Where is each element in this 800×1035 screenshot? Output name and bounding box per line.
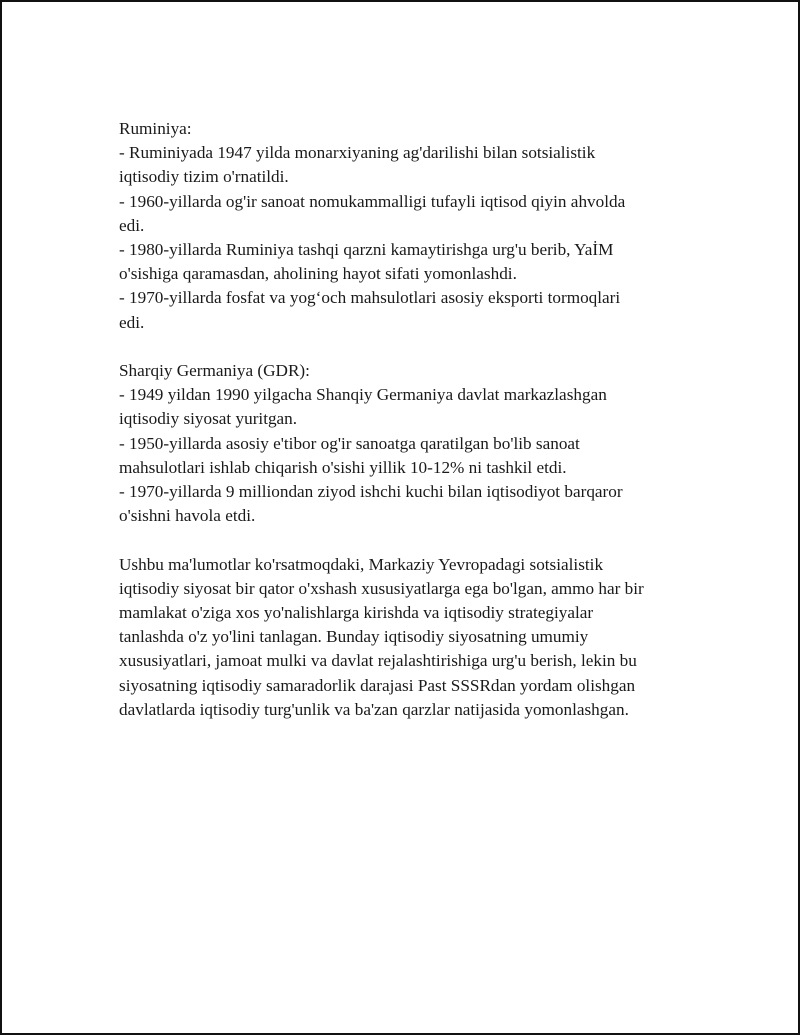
text-line: edi. xyxy=(119,312,145,332)
conclusion-paragraph xyxy=(119,553,699,722)
section-heading: Sharqiy Germaniya (GDR): xyxy=(119,361,310,381)
section-east-germany xyxy=(119,359,699,528)
text-line: xususiyatlari, jamoat mulki va davlat rejalashtirishiga urg'u berish, lekin bu xyxy=(119,651,637,671)
text-line: o'sishiga qaramasdan, aholining hayot sifati yomonlashdi. xyxy=(119,264,517,284)
section-heading: Ruminiya: xyxy=(119,119,192,138)
text-line: iqtisodiy siyosat bir qator o'xshash xususiyatlarga ega bo'lgan, ammo har bir xyxy=(119,578,644,598)
text-line: - 1970-yillarda fosfat va yog‘och mahsulotlari asosiy eksporti tormoqlari xyxy=(119,288,621,308)
text-line: mahsulotlari ishlab chiqarish o'sishi yillik 10-12% ni tashkil etdi. xyxy=(119,457,567,477)
text-line: - 1970-yillarda 9 milliondan ziyod ishchi kuchi bilan iqtisodiyot barqaror xyxy=(119,482,623,502)
text-line: o'sishni havola etdi. xyxy=(119,506,256,526)
text-line: siyosatning iqtisodiy samaradorlik darajasi Past SSSRdan yordam olishgan xyxy=(119,675,636,695)
paragraph-gap xyxy=(119,528,699,552)
text-line: - 1950-yillarda asosiy e'tibor og'ir sanoatga qaratilgan bo'lib sanoat xyxy=(119,433,580,453)
paragraph-gap xyxy=(119,335,699,359)
section-romania xyxy=(119,117,699,335)
text-line: - 1949 yildan 1990 yilgacha Shanqiy Germaniya davlat markazlashgan xyxy=(119,385,607,405)
text-line: - 1960-yillarda og'ir sanoat nomukammalligi tufayli iqtisod qiyin ahvolda xyxy=(119,191,626,211)
text-line: - 1980-yillarda Ruminiya tashqi qarzni kamaytirishga urg'u berib, YaİM xyxy=(119,240,614,260)
text-line: tanlashda o'z yo'lini tanlagan. Bunday iqtisodiy siyosatning umumiy xyxy=(119,627,589,647)
text-line: mamlakat o'ziga xos yo'nalishlarga kirishda va iqtisodiy strategiyalar xyxy=(119,603,594,623)
text-line: iqtisodiy tizim o'rnatildi. xyxy=(119,167,289,187)
text-line: Ushbu ma'lumotlar ko'rsatmoqdaki, Markaziy Yevropadagi sotsialistik xyxy=(119,554,604,574)
text-line: iqtisodiy siyosat yuritgan. xyxy=(119,409,298,429)
text-line: - Ruminiyada 1947 yilda monarxiyaning ag'darilishi bilan sotsialistik xyxy=(119,143,596,163)
document-body xyxy=(119,117,699,722)
text-line: davlatlarda iqtisodiy turg'unlik va ba'zan qarzlar natijasida yomonlashgan. xyxy=(119,699,629,719)
text-line: edi. xyxy=(119,215,145,235)
